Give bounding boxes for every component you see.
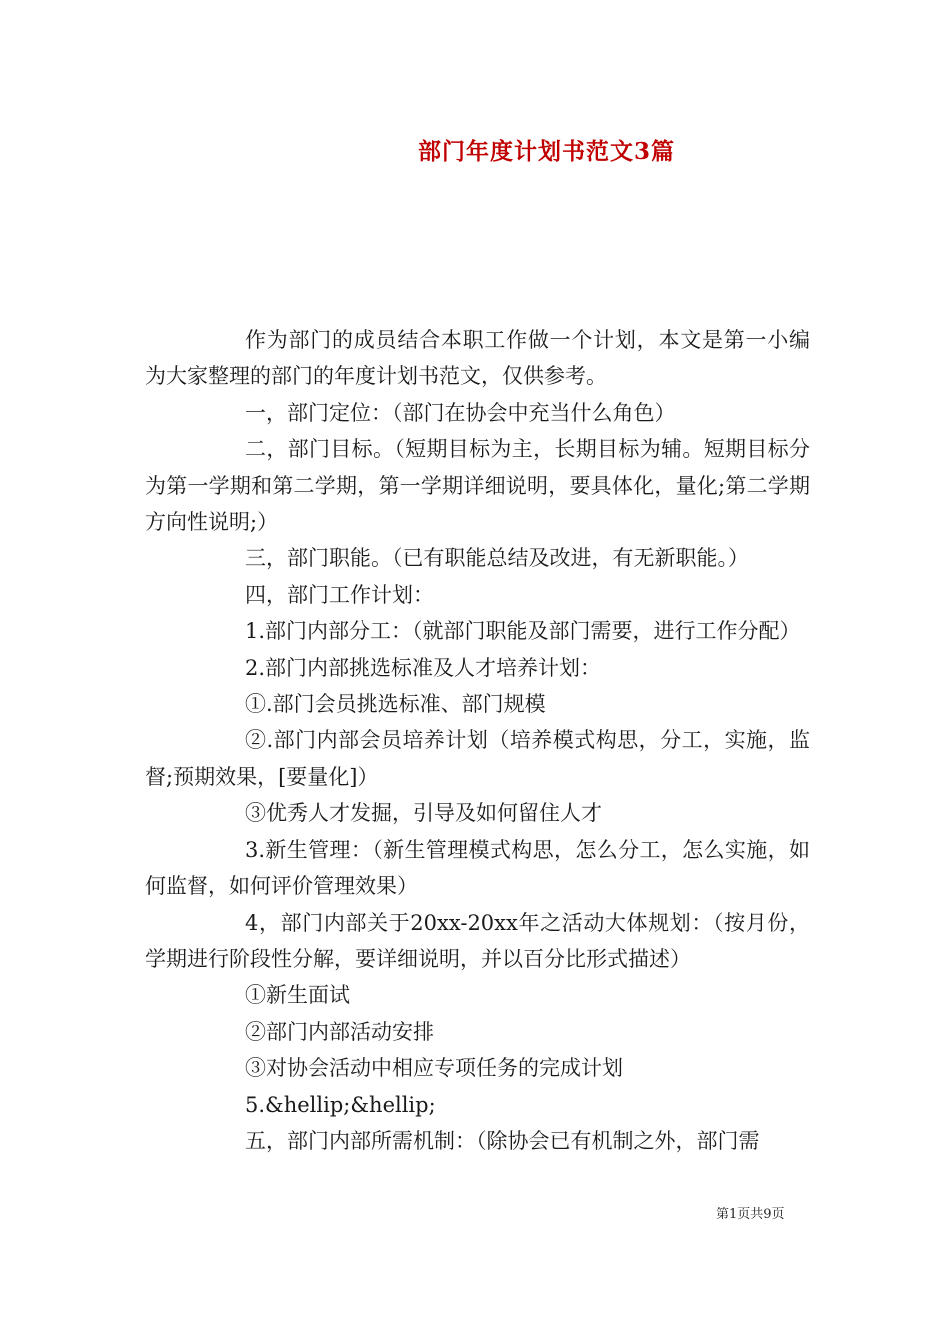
- paragraph-4-2-b: ②.部门内部会员培养计划（培养模式构思，分工，实施，监督;预期效果，[要量化]）: [145, 728, 810, 789]
- paragraph-3: 三，部门职能。（已有职能总结及改进，有无新职能。）: [245, 546, 749, 571]
- paragraph-4-2-c: ③优秀人才发掘，引导及如何留住人才: [245, 801, 602, 826]
- paragraph-1: 一，部门定位：（部门在协会中充当什么角色）: [245, 400, 676, 425]
- paragraph-5: 五，部门内部所需机制：（除协会已有机制之外，部门需: [245, 1128, 760, 1153]
- page-title: 部门年度计划书范文3篇: [417, 138, 675, 165]
- paragraph-4: 四，部门工作计划：: [245, 582, 434, 607]
- paragraph-4-2-a: ①.部门会员挑选标准、部门规模: [245, 692, 546, 717]
- paragraph-4-4-c: ③对协会活动中相应专项任务的完成计划: [245, 1056, 623, 1081]
- paragraph-2: 二，部门目标。（短期目标为主，长期目标为辅。短期目标分为第一学期和第二学期，第一学期详细说明，要具体化，量化;第二学期方向性说明;）: [145, 437, 810, 535]
- document-body: [145, 322, 810, 1159]
- paragraph-4-2: 2.部门内部挑选标准及人才培养计划：: [245, 655, 602, 680]
- paragraph-intro: 作为部门的成员结合本职工作做一个计划，本文是第一小编为大家整理的部门的年度计划书范文，仅供参考。: [145, 328, 810, 389]
- paragraph-4-4: 4，部门内部关于20xx-20xx年之活动大体规划：（按月份，学期进行阶段性分解，要详细说明，并以百分比形式描述）: [145, 910, 810, 971]
- paragraph-4-1: 1.部门内部分工：（就部门职能及部门需要，进行工作分配）: [245, 619, 801, 644]
- paragraph-4-4-a: ①新生面试: [245, 983, 350, 1008]
- paragraph-4-3: 3.新生管理：（新生管理模式构思，怎么分工，怎么实施，如何监督，如何评价管理效果）: [145, 837, 810, 899]
- page-footer: 第1页共9页: [716, 1207, 785, 1222]
- paragraph-4-5: 5.&hellip;&hellip;: [245, 1092, 436, 1117]
- paragraph-4-4-b: ②部门内部活动安排: [245, 1019, 434, 1044]
